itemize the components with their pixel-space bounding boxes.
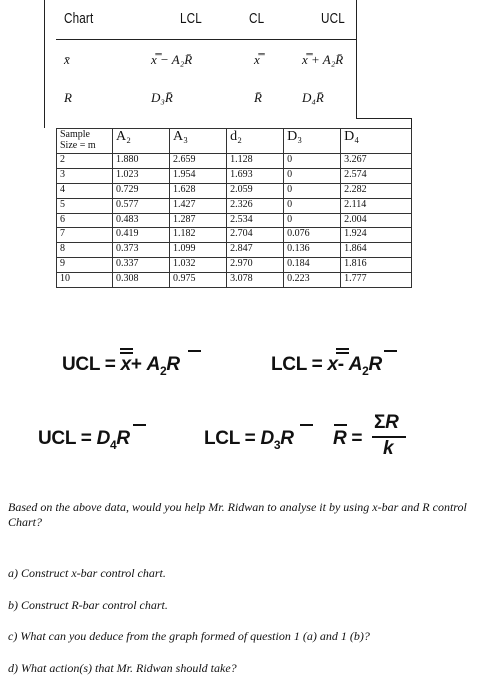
header-lcl: LCL bbox=[180, 10, 202, 27]
lcl-r-equation: LCL = $D_3R$ bbox=[204, 428, 294, 452]
row-r-chart: R bbox=[64, 90, 72, 105]
header-divider bbox=[56, 39, 356, 40]
frame-step-line bbox=[356, 118, 412, 119]
cell-d2: 2.059 bbox=[227, 183, 284, 198]
cell-d3: 0 bbox=[284, 213, 341, 228]
bar-mark-5 bbox=[334, 424, 347, 426]
double-bar-mark-2b bbox=[336, 352, 349, 354]
cell-m: 5 bbox=[57, 198, 113, 213]
lcl-xbar-equation: LCL = x- $A_2R$ bbox=[271, 354, 382, 378]
cell-d3: 0.184 bbox=[284, 258, 341, 273]
cell-a3: 0.975 bbox=[170, 273, 227, 288]
bar-mark-2c bbox=[384, 350, 397, 352]
row-xbar-cl: x̿ bbox=[254, 52, 260, 67]
header-ucl: UCL bbox=[321, 10, 345, 27]
header-sample-size: Sample Size = m bbox=[57, 129, 113, 154]
cell-d2: 2.534 bbox=[227, 213, 284, 228]
bar-mark-1c bbox=[188, 350, 201, 352]
cell-d3: 0 bbox=[284, 198, 341, 213]
cell-d4: 2.004 bbox=[341, 213, 412, 228]
double-bar-mark-1b bbox=[120, 352, 133, 354]
header-d2: d₂ bbox=[227, 129, 284, 154]
cell-m: 2 bbox=[57, 154, 113, 169]
cell-a3: 1.427 bbox=[170, 198, 227, 213]
cell-a3: 1.182 bbox=[170, 228, 227, 243]
cell-d2: 1.693 bbox=[227, 168, 284, 183]
control-chart-constants-table bbox=[56, 128, 412, 288]
question-c: c) What can you deduce from the graph formed of question 1 (a) and 1 (b)? bbox=[8, 629, 370, 643]
cell-a2: 0.337 bbox=[112, 258, 169, 273]
cell-a3: 1.287 bbox=[170, 213, 227, 228]
question-intro: Based on the above data, would you help Mr. Ridwan to analyse it by using x-bar and R control Chart? bbox=[8, 500, 467, 529]
frame-step-line-2 bbox=[411, 118, 412, 128]
cell-d2: 2.704 bbox=[227, 228, 284, 243]
cell-d2: 2.847 bbox=[227, 243, 284, 258]
cell-d2: 2.970 bbox=[227, 258, 284, 273]
cell-m: 10 bbox=[57, 273, 113, 288]
cell-m: 9 bbox=[57, 258, 113, 273]
cell-d3: 0 bbox=[284, 154, 341, 169]
cell-a3: 1.628 bbox=[170, 183, 227, 198]
constants-header-row bbox=[57, 129, 412, 154]
table-row bbox=[57, 243, 412, 258]
header-a3: A₃ bbox=[170, 129, 227, 154]
cell-a2: 1.023 bbox=[112, 168, 169, 183]
header-d4: D₄ bbox=[341, 129, 412, 154]
cell-d3: 0.076 bbox=[284, 228, 341, 243]
row-xbar-chart: x̄ bbox=[64, 52, 70, 67]
question-a: a) Construct x-bar control chart. bbox=[8, 566, 166, 580]
cell-d4: 2.574 bbox=[341, 168, 412, 183]
cell-a2: 0.577 bbox=[112, 198, 169, 213]
control-limits-formula-table bbox=[56, 8, 356, 124]
cell-d2: 1.128 bbox=[227, 154, 284, 169]
cell-d3: 0.136 bbox=[284, 243, 341, 258]
cell-d3: 0 bbox=[284, 183, 341, 198]
header-chart: Chart bbox=[64, 10, 94, 27]
header-d3: D₃ bbox=[284, 129, 341, 154]
table-row bbox=[57, 273, 412, 288]
double-bar-mark-2a bbox=[336, 348, 349, 350]
cell-a2: 0.729 bbox=[112, 183, 169, 198]
rbar-denominator: k bbox=[383, 438, 394, 459]
cell-d4: 2.282 bbox=[341, 183, 412, 198]
cell-d4: 1.924 bbox=[341, 228, 412, 243]
cell-a2: 0.308 bbox=[112, 273, 169, 288]
ucl-r-equation: UCL = $D_4R$ bbox=[38, 428, 130, 452]
cell-d4: 3.267 bbox=[341, 154, 412, 169]
cell-a3: 2.659 bbox=[170, 154, 227, 169]
cell-a2: 0.419 bbox=[112, 228, 169, 243]
table-row bbox=[57, 198, 412, 213]
table-row bbox=[57, 228, 412, 243]
row-r-cl: R̄ bbox=[254, 90, 262, 105]
bar-mark-3 bbox=[133, 424, 146, 426]
question-d: d) What action(s) that Mr. Ridwan should take? bbox=[8, 661, 237, 675]
rbar-numerator: ΣR bbox=[374, 412, 399, 433]
cell-a2: 0.373 bbox=[112, 243, 169, 258]
cell-m: 8 bbox=[57, 243, 113, 258]
header-a2: A₂ bbox=[112, 129, 169, 154]
cell-a2: 1.880 bbox=[112, 154, 169, 169]
row-r-ucl: D₄R̄ bbox=[302, 90, 324, 105]
frame-right-line bbox=[356, 0, 357, 118]
cell-m: 7 bbox=[57, 228, 113, 243]
bar-mark-4 bbox=[300, 424, 313, 426]
cell-a2: 0.483 bbox=[112, 213, 169, 228]
rbar-equation: R = bbox=[333, 428, 363, 449]
cell-d4: 2.114 bbox=[341, 198, 412, 213]
cell-d3: 0.223 bbox=[284, 273, 341, 288]
cell-m: 6 bbox=[57, 213, 113, 228]
cell-d4: 1.777 bbox=[341, 273, 412, 288]
cell-m: 4 bbox=[57, 183, 113, 198]
table-row bbox=[57, 213, 412, 228]
cell-d2: 3.078 bbox=[227, 273, 284, 288]
cell-a3: 1.099 bbox=[170, 243, 227, 258]
cell-d4: 1.864 bbox=[341, 243, 412, 258]
cell-d3: 0 bbox=[284, 168, 341, 183]
table-row bbox=[57, 168, 412, 183]
cell-d4: 1.816 bbox=[341, 258, 412, 273]
cell-m: 3 bbox=[57, 168, 113, 183]
row-xbar-ucl: x̿ + A₂R̄ bbox=[302, 52, 344, 67]
frame-left-line bbox=[44, 0, 45, 128]
cell-a3: 1.032 bbox=[170, 258, 227, 273]
double-bar-mark-1a bbox=[120, 348, 133, 350]
header-cl: CL bbox=[249, 10, 265, 27]
ucl-xbar-equation: UCL = $x+ A_2R$ bbox=[62, 354, 180, 378]
table-row bbox=[57, 183, 412, 198]
cell-d2: 2.326 bbox=[227, 198, 284, 213]
table-row bbox=[57, 154, 412, 169]
row-r-lcl: D₃R̄ bbox=[151, 90, 173, 105]
question-b: b) Construct R-bar control chart. bbox=[8, 598, 168, 612]
row-xbar-lcl: x̿ − A₂R̄ bbox=[151, 52, 193, 67]
table-row bbox=[57, 258, 412, 273]
cell-a3: 1.954 bbox=[170, 168, 227, 183]
